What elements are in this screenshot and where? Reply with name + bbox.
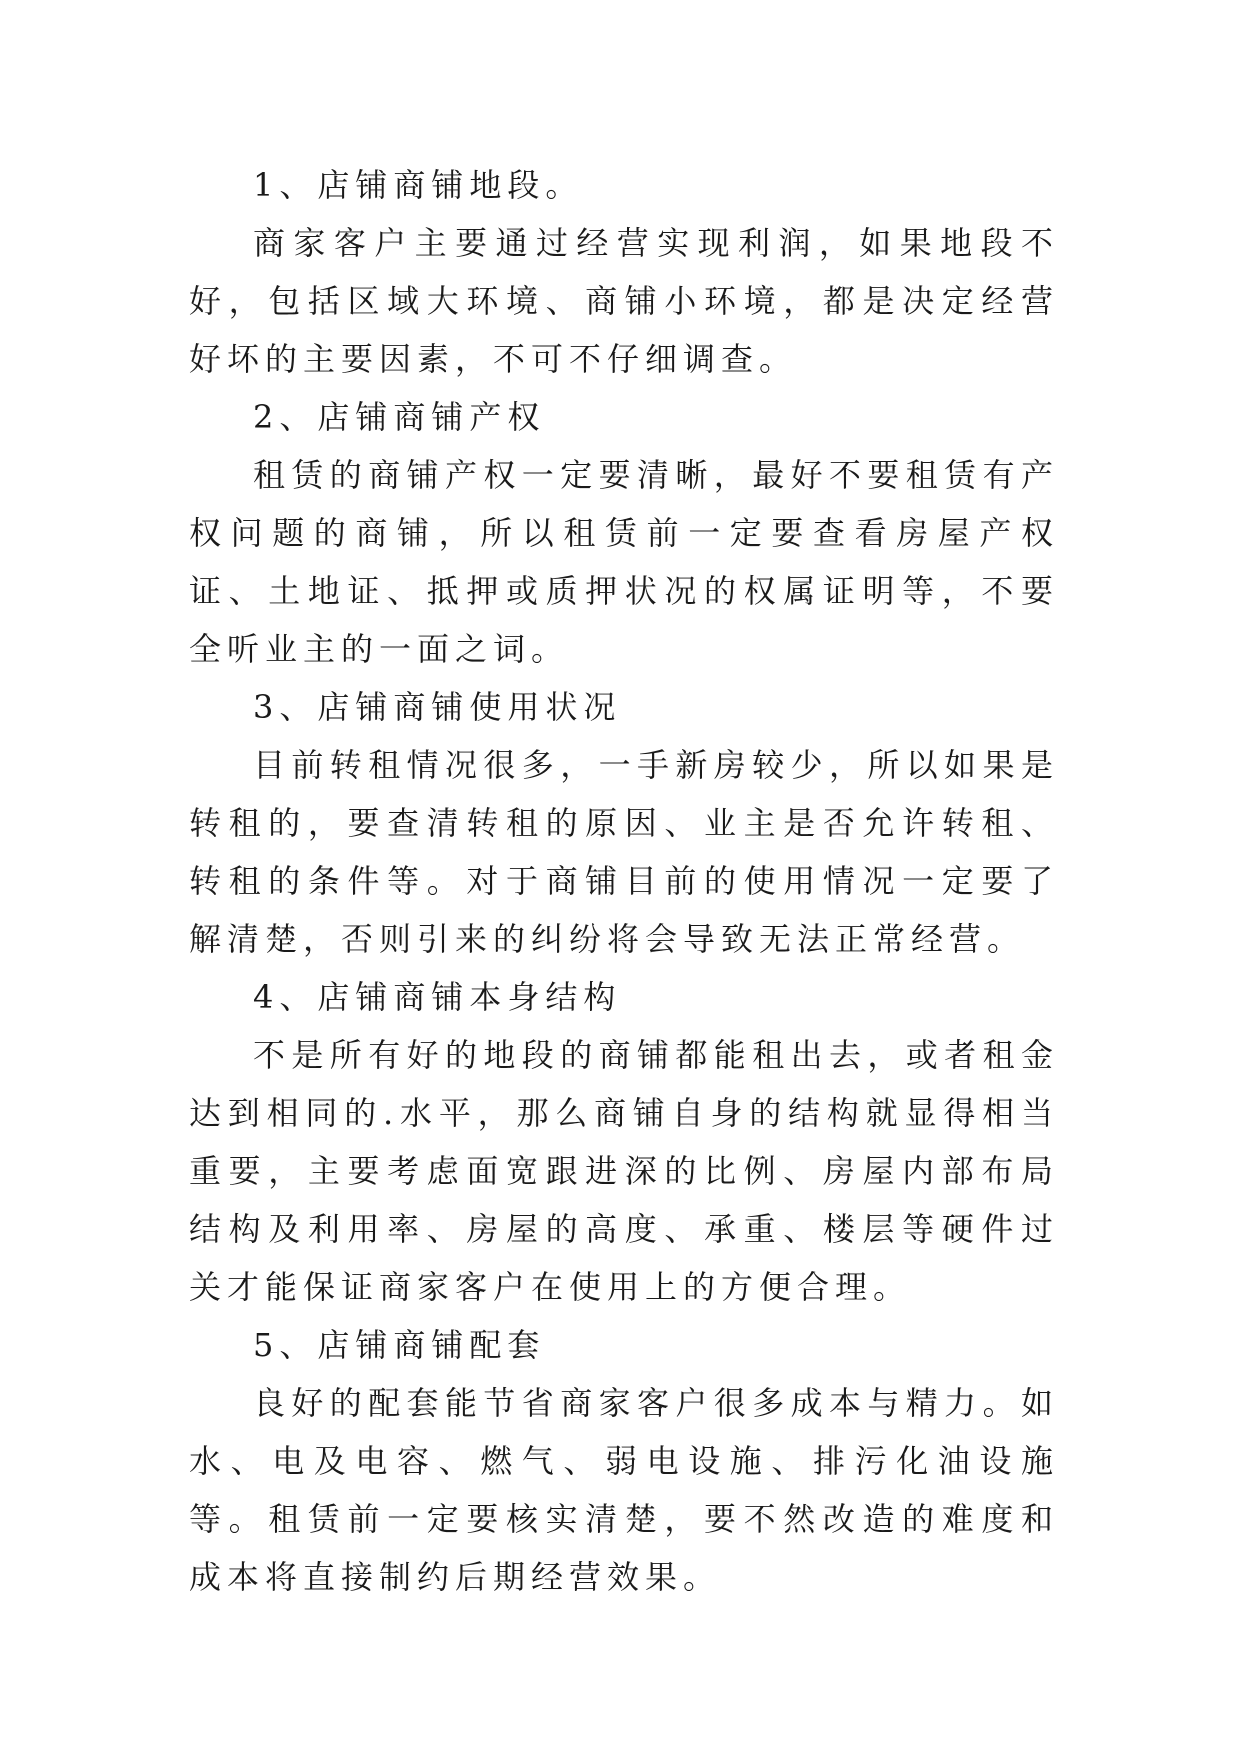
section-paragraph-3: 目前转租情况很多，一手新房较少，所以如果是转租的，要查清转租的原因、业主是否允许转租、转租的条件等。对于商铺目前的使用情况一定要了解清楚，否则引来的纠纷将会导致无法正常经营。	[189, 746, 1059, 958]
section-heading-1: 1、店铺商铺地段。	[253, 166, 584, 204]
document-body	[189, 156, 1059, 1606]
section-paragraph-4: 不是所有好的地段的商铺都能租出去，或者租金达到相同的.水平，那么商铺自身的结构就显得相当重要，主要考虑面宽跟进深的比例、房屋内部布局结构及利用率、房屋的高度、承重、楼层等硬件过关才能保证商家客户在使用上的方便合理。	[189, 1036, 1059, 1306]
section-heading-2: 2、店铺商铺产权	[253, 398, 546, 436]
section-heading-5: 5、店铺商铺配套	[253, 1326, 546, 1364]
section-heading-4: 4、店铺商铺本身结构	[253, 978, 622, 1016]
section-paragraph-2: 租赁的商铺产权一定要清晰，最好不要租赁有产权问题的商铺，所以租赁前一定要查看房屋产权证、土地证、抵押或质押状况的权属证明等，不要全听业主的一面之词。	[189, 456, 1059, 668]
section-paragraph-5: 良好的配套能节省商家客户很多成本与精力。如水、电及电容、燃气、弱电设施、排污化油设施等。租赁前一定要核实清楚，要不然改造的难度和成本将直接制约后期经营效果。	[189, 1384, 1059, 1596]
section-heading-3: 3、店铺商铺使用状况	[253, 688, 622, 726]
section-paragraph-1: 商家客户主要通过经营实现利润，如果地段不好，包括区域大环境、商铺小环境，都是决定经营好坏的主要因素，不可不仔细调查。	[189, 224, 1059, 378]
